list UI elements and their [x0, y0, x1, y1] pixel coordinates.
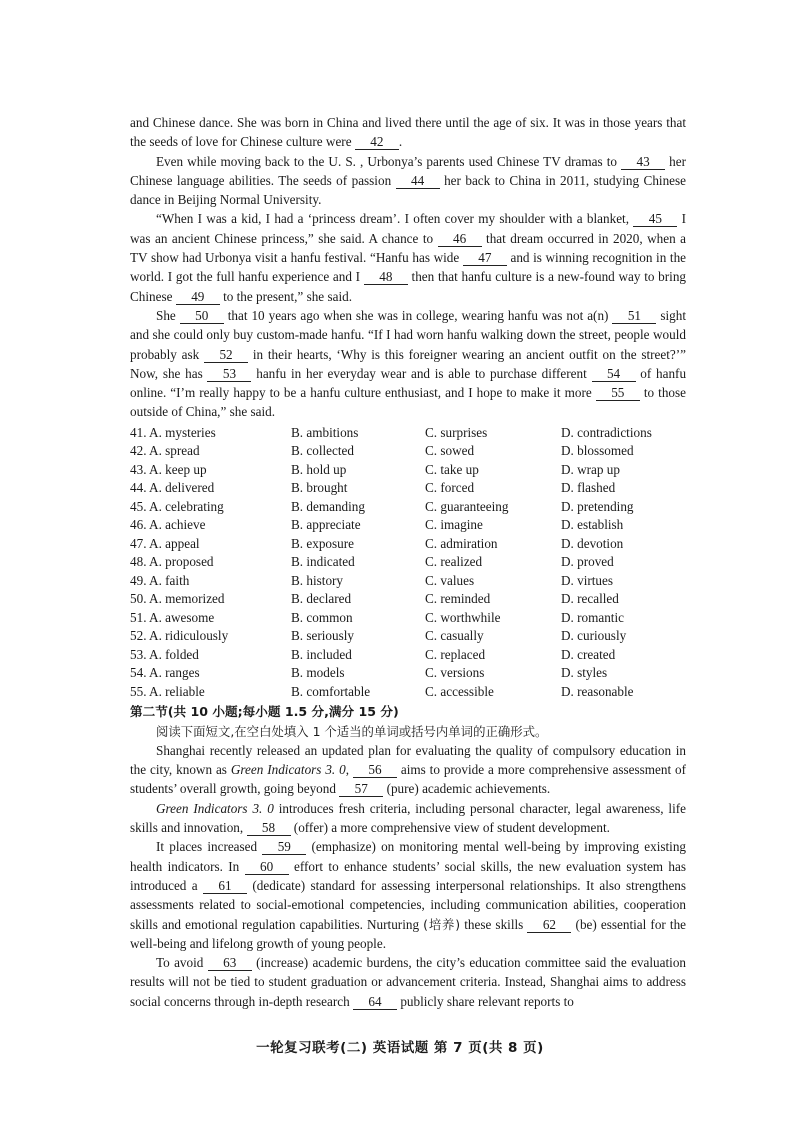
section-instruction: 阅读下面短文,在空白处填入 1 个适当的单词或括号内单词的正确形式。: [156, 723, 548, 739]
option-b: B. seriously: [291, 628, 355, 644]
passage-text-cjk: (培养): [423, 916, 461, 932]
passage-paragraph: [130, 209, 686, 305]
option-d: D. proved: [561, 554, 614, 570]
blank-62: 62: [527, 917, 571, 933]
blank-57: 57: [339, 781, 383, 797]
option-d: D. reasonable: [561, 683, 634, 699]
option-a: 48. A. proposed: [130, 554, 214, 570]
blank-48: 48: [364, 269, 408, 285]
passage-text: It places increased: [156, 839, 258, 855]
option-row: [130, 572, 686, 591]
passage-text: She: [156, 307, 176, 323]
passage-text: hanfu in her everyday wear and is able to purchase different: [256, 365, 587, 381]
option-b: B. ambitions: [291, 424, 359, 440]
option-b: B. appreciate: [291, 517, 361, 533]
passage-text: in their hearts, ‘Why is this foreigner wearing an ancient outfit on the street?’” Now, she has: [130, 346, 687, 381]
passage-text: and Chinese dance. She was born in China and lived there until the age of six. It was in those years that the seeds of love for Chinese culture were: [130, 115, 686, 150]
option-a: 43. A. keep up: [130, 461, 207, 477]
option-c: C. guaranteeing: [425, 498, 509, 514]
blank-53: 53: [207, 366, 251, 382]
passage-paragraph: [130, 306, 686, 422]
option-c: C. admiration: [425, 535, 498, 551]
blank-64: 64: [353, 994, 397, 1010]
option-a: 52. A. ridiculously: [130, 628, 229, 644]
option-b: B. hold up: [291, 461, 347, 477]
option-row: [130, 553, 686, 572]
passage-text: of hanfu online. “I’m really happy to be a hanfu culture enthusiast, and I hope to make it more: [130, 365, 687, 401]
option-d: D. establish: [561, 517, 624, 533]
option-row: [130, 590, 686, 609]
passage-text: her back to China in 2011, studying Chinese dance in Beijing Normal University.: [130, 172, 687, 208]
passage-text: ,: [345, 762, 350, 778]
passage-text: I was an ancient Chinese princess,” she said. A chance to: [130, 211, 687, 246]
passage-text: Shanghai recently released an updated plan for evaluating the quality of compulsory education in the city, known as: [130, 742, 686, 778]
option-row: [130, 516, 686, 535]
blank-49: 49: [176, 289, 220, 305]
option-b: B. collected: [291, 443, 354, 459]
passage-text: “When I was a kid, I had a ‘princess dream’. I often cover my shoulder with a blanket,: [156, 211, 630, 227]
option-c: C. take up: [425, 461, 479, 477]
option-d: D. flashed: [561, 480, 616, 496]
option-b: B. declared: [291, 591, 352, 607]
passage-text: To avoid: [156, 955, 204, 971]
blank-55: 55: [596, 385, 640, 401]
option-a: 46. A. achieve: [130, 517, 206, 533]
passage-text: (pure) academic achievements.: [386, 781, 551, 797]
option-b: B. comfortable: [291, 683, 371, 699]
page-content: [130, 113, 686, 1011]
option-a: 53. A. folded: [130, 646, 199, 662]
blank-63: 63: [208, 955, 252, 971]
option-a: 50. A. memorized: [130, 591, 225, 607]
option-c: C. values: [425, 572, 475, 588]
option-b: B. common: [291, 609, 353, 625]
option-a: 47. A. appeal: [130, 535, 200, 551]
blank-43: 43: [621, 154, 665, 170]
blank-56: 56: [353, 762, 397, 778]
blank-42: 42: [355, 134, 399, 150]
passage-text: (emphasize) on monitoring mental well-being by improving existing health indicators. In: [130, 839, 687, 874]
passage-paragraph: [130, 837, 686, 953]
option-d: D. wrap up: [561, 461, 620, 477]
blank-60: 60: [245, 859, 289, 875]
passage-text: .: [398, 134, 403, 150]
option-c: C. reminded: [425, 591, 491, 607]
option-a: 42. A. spread: [130, 443, 200, 459]
blank-44: 44: [396, 173, 440, 189]
option-c: C. accessible: [425, 683, 494, 699]
option-row: [130, 424, 686, 443]
option-row: [130, 442, 686, 461]
option-b: B. history: [291, 572, 344, 588]
blank-58: 58: [247, 820, 291, 836]
option-row: [130, 646, 686, 665]
option-b: B. exposure: [291, 535, 354, 551]
option-a: 41. A. mysteries: [130, 424, 216, 440]
passage-text-italic: Green Indicators 3. 0: [156, 800, 274, 816]
option-a: 49. A. faith: [130, 572, 190, 588]
blank-54: 54: [592, 366, 636, 382]
option-a: 54. A. ranges: [130, 665, 200, 681]
passage-text: (dedicate) standard for assessing interpersonal relationships. It also strengthens assessments related to social-emotional competencies, including communication abilities, cooperation skills and emotional regulation capabilities. Nurturing: [130, 877, 687, 932]
page-footer: 一轮复习联考(二) 英语试题 第 7 页(共 8 页): [256, 1040, 544, 1056]
passage-text: that dream occurred in 2020, when a TV show had Urbonya visit a hanfu festival. “Hanfu has wide: [130, 230, 687, 266]
passage-text: that 10 years ago when she was in college, wearing hanfu was not a(n): [227, 307, 609, 323]
option-d: D. curiously: [561, 628, 627, 644]
blank-59: 59: [262, 839, 306, 855]
blank-51: 51: [612, 308, 656, 324]
option-row: [130, 498, 686, 517]
passage-text: then that hanfu culture is a new-found way to bring Chinese: [130, 269, 687, 304]
passage-text: to the present,” she said.: [223, 288, 353, 304]
option-a: 45. A. celebrating: [130, 498, 224, 514]
blank-52: 52: [204, 347, 248, 363]
option-b: B. included: [291, 646, 352, 662]
option-c: C. versions: [425, 665, 485, 681]
option-d: D. devotion: [561, 535, 624, 551]
option-a: 55. A. reliable: [130, 683, 205, 699]
option-a: 51. A. awesome: [130, 609, 215, 625]
passage-paragraph: [130, 799, 686, 838]
passage-paragraph: [130, 741, 686, 799]
passage-text: sight and she could only buy custom-made hanfu. “If I had worn hanfu walking down the street, people would probably ask: [130, 307, 687, 362]
blank-46: 46: [438, 231, 482, 247]
option-c: C. surprises: [425, 424, 488, 440]
option-d: D. contradictions: [561, 424, 652, 440]
passage-text: these skills: [464, 916, 524, 932]
blank-45: 45: [633, 211, 677, 227]
option-b: B. indicated: [291, 554, 355, 570]
option-d: D. blossomed: [561, 443, 634, 459]
option-c: C. worthwhile: [425, 609, 501, 625]
passage-text: effort to enhance students’ social skills, the new evaluation system has introduced a: [130, 858, 687, 893]
option-c: C. imagine: [425, 517, 483, 533]
option-row: [130, 683, 686, 702]
passage-text: to those outside of China,” she said.: [130, 385, 687, 420]
option-c: C. sowed: [425, 443, 475, 459]
option-d: D. romantic: [561, 609, 624, 625]
passage-text: introduces fresh criteria, including personal character, legal awareness, life skills and innovation,: [130, 800, 686, 836]
option-c: C. replaced: [425, 646, 486, 662]
section-heading: 第二节(共 10 小题;每小题 1.5 分,满分 15 分): [130, 704, 399, 720]
blank-47: 47: [463, 250, 507, 266]
option-b: B. models: [291, 665, 345, 681]
option-row: [130, 461, 686, 480]
option-d: D. pretending: [561, 498, 634, 514]
option-d: D. styles: [561, 665, 608, 681]
passage-text: publicly share relevant reports to: [400, 993, 574, 1009]
passage-text: Even while moving back to the U. S. , Urbonya’s parents used Chinese TV dramas to: [156, 153, 617, 169]
passage-text: (offer) a more comprehensive view of student development.: [293, 820, 610, 836]
option-d: D. recalled: [561, 591, 619, 607]
option-row: [130, 664, 686, 683]
option-c: C. realized: [425, 554, 483, 570]
option-row: [130, 609, 686, 628]
passage-paragraph: [130, 152, 686, 210]
blank-61: 61: [203, 878, 247, 894]
option-c: C. casually: [425, 628, 484, 644]
option-row: [130, 479, 686, 498]
option-a: 44. A. delivered: [130, 480, 215, 496]
option-b: B. demanding: [291, 498, 365, 514]
option-row: [130, 627, 686, 646]
option-table: [130, 424, 686, 702]
blank-50: 50: [180, 308, 224, 324]
passage-text: (increase) academic burdens, the city’s education committee said the evaluation results will not be tied to student graduation or advancement criteria. Instead, Shanghai aims to address social concerns through in-depth research: [130, 955, 687, 1009]
option-b: B. brought: [291, 480, 348, 496]
passage-text: aims to provide a more comprehensive assessment of students’ overall growth, going beyond: [130, 762, 686, 797]
option-d: D. created: [561, 646, 616, 662]
passage-paragraph: [130, 113, 686, 152]
passage-text-italic: Green Indicators 3. 0: [230, 762, 346, 778]
option-d: D. virtues: [561, 572, 614, 588]
passage-text: (be) essential for the well-being and lifelong growth of young people.: [130, 916, 687, 951]
passage-text: and is winning recognition in the world. I got the full hanfu experience and I: [130, 250, 687, 285]
option-row: [130, 535, 686, 554]
passage-paragraph: [130, 953, 686, 1011]
option-c: C. forced: [425, 480, 475, 496]
passage-text: her Chinese language abilities. The seeds of passion: [130, 153, 686, 188]
